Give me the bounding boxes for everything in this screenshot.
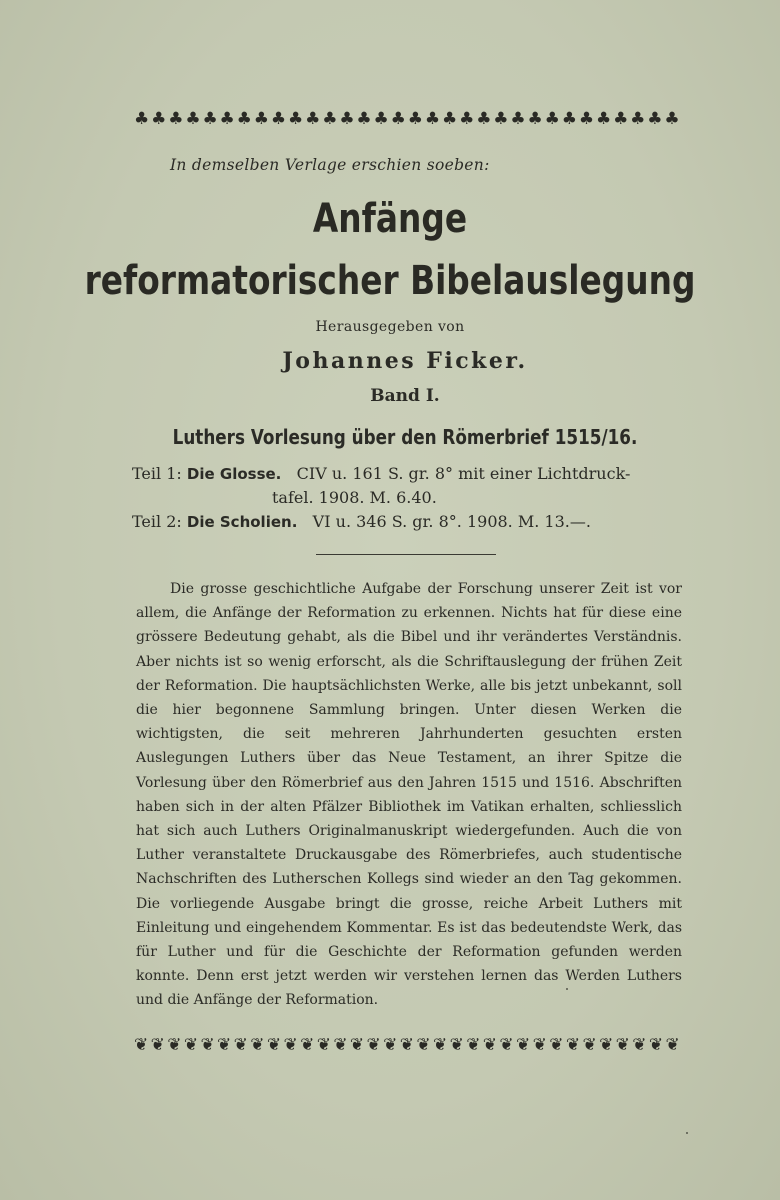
ornament-glyph-icon: ❦: [217, 1035, 232, 1055]
ornament-glyph-icon: ♣: [151, 109, 167, 129]
ornament-glyph-icon: ❦: [648, 1035, 664, 1055]
ornament-glyph-icon: ♣: [476, 109, 492, 129]
ornament-glyph-icon: ♣: [373, 109, 389, 129]
ornament-glyph-icon: ❦: [349, 1035, 365, 1055]
ornament-glyph-icon: ❦: [183, 1035, 199, 1055]
ornament-glyph-icon: ❦: [449, 1035, 464, 1055]
ornament-glyph-icon: ♣: [185, 109, 201, 129]
part-2-prefix: Teil 2:: [132, 512, 182, 531]
ornament-glyph-icon: ♣: [202, 109, 218, 129]
ornament-glyph-icon: ♣: [595, 109, 612, 129]
ornament-glyph-icon: ❦: [366, 1035, 381, 1055]
ornament-glyph-icon: ❦: [250, 1035, 265, 1055]
ornament-glyph-icon: ♣: [305, 109, 321, 129]
volume-label: Band I.: [370, 386, 440, 406]
part-1-name: Die Glosse.: [186, 465, 282, 483]
ornament-glyph-icon: ♣: [630, 109, 646, 129]
ornament-glyph-icon: ♣: [441, 109, 458, 129]
ornament-glyph-icon: ❦: [549, 1035, 564, 1055]
ornament-glyph-icon: ❦: [532, 1035, 547, 1055]
ornament-glyph-icon: ❦: [399, 1035, 414, 1055]
ornament-glyph-icon: ♣: [236, 109, 252, 129]
ornament-glyph-icon: ❦: [150, 1035, 165, 1055]
ornament-glyph-icon: ❦: [134, 1035, 149, 1055]
part-1-entry: [132, 462, 692, 510]
paper-speck: [566, 988, 568, 990]
part-1-prefix: Teil 1:: [132, 464, 182, 483]
description-text: Die grosse geschichtliche Aufgabe der Forschung unserer Zeit ist vor allem, die Anfänge der Reformation zu erkennen. Nichts hat für diese eine grössere Bedeutung gehabt, als die Bibel und ihr verändertes Verständnis. Aber nichts ist so wenig erforscht, als die Schriftauslegung der frühen Zeit der Reformation. Die hauptsächlichsten Werke, alle bis jetzt unbekannt, soll die hier begonnene Sammlung bringen. Unter diesen Werken die wichtigsten, die seit mehreren Jahrhunderten gesuchten ersten Auslegungen Luthers über das Neue Testament, an ihrer Spitze die Vorlesung über den Römerbrief aus den Jahren 1515 und 1516. Abschriften haben sich in der alten Pfälzer Bibliothek im Vatikan erhalten, schliesslich hat sich auch Luthers Originalmanuskript wiedergefunden. Auch die von Luther veranstaltete Druckausgabe des Römerbriefes, auch studentische Nachschriften des Lutherschen Kollegs sind wieder an den Tag gekommen. Die vorliegende Ausgabe bringt die grosse, reiche Arbeit Luthers mit Einleitung und eingehendem Kommentar. Es ist das bedeutendste Werk, das für Luther und für die Geschichte der Reformation gefunden werden konnte. Denn erst jetzt werden wir verstehen lernen das Werden Luthers und die Anfänge der Reformation.: [136, 581, 682, 1009]
ornament-glyph-icon: ♣: [356, 109, 372, 129]
ornament-glyph-icon: ❦: [432, 1035, 448, 1055]
ornament-glyph-icon: ♣: [459, 109, 475, 129]
ornament-glyph-icon: ♣: [134, 109, 150, 129]
ornament-glyph-icon: ♣: [544, 109, 560, 129]
book-title-line-1: Anfänge: [312, 196, 468, 242]
ornament-glyph-icon: ❦: [516, 1035, 531, 1055]
ornament-glyph-icon: ♣: [424, 109, 441, 129]
ornament-glyph-icon: ♣: [253, 109, 270, 129]
ornament-glyph-icon: ❦: [383, 1035, 398, 1055]
ornament-glyph-icon: ❦: [333, 1035, 348, 1055]
ornament-glyph-icon: ❦: [599, 1035, 614, 1055]
description-paragraph: [136, 577, 682, 1013]
ornament-glyph-icon: ♣: [578, 109, 595, 129]
ornament-glyph-icon: ❦: [565, 1035, 581, 1055]
ornament-glyph-icon: ❦: [665, 1035, 680, 1055]
part-1-details-continued: tafel. 1908. M. 6.40.: [272, 488, 437, 507]
editor-label: Herausgegeben von: [315, 319, 465, 335]
ornament-glyph-icon: ♣: [287, 109, 304, 129]
paper-speck: [686, 1132, 688, 1134]
part-2-name: Die Scholien.: [186, 513, 298, 531]
editor-name: Johannes Ficker.: [282, 348, 528, 374]
ornament-glyph-icon: ❦: [300, 1035, 315, 1055]
ornament-glyph-icon: ♣: [613, 109, 629, 129]
ornament-glyph-icon: ❦: [466, 1035, 481, 1055]
ornament-glyph-icon: ❦: [316, 1035, 331, 1055]
ornament-glyph-icon: ♣: [168, 109, 184, 129]
ornament-glyph-icon: ♣: [493, 109, 509, 129]
ornament-glyph-icon: ❦: [266, 1035, 282, 1055]
ornament-glyph-icon: ♣: [510, 109, 526, 129]
ornament-glyph-icon: ❦: [416, 1035, 431, 1055]
part-2-details: VI u. 346 S. gr. 8°. 1908. M. 13.—.: [312, 512, 591, 531]
publisher-intro: In demselben Verlage erschien soeben:: [170, 156, 490, 174]
part-1-details: CIV u. 161 S. gr. 8° mit einer Lichtdruck-: [296, 464, 631, 483]
ornament-glyph-icon: ♣: [664, 109, 680, 129]
ornament-glyph-icon: ♣: [561, 109, 577, 129]
ornament-glyph-icon: ♣: [270, 109, 287, 129]
top-ornament-border: [134, 108, 680, 130]
ornament-glyph-icon: ♣: [339, 109, 355, 129]
ornament-glyph-icon: ❦: [615, 1035, 630, 1055]
divider-rule: [316, 554, 496, 555]
ornament-glyph-icon: ❦: [283, 1035, 298, 1055]
ornament-glyph-icon: ❦: [499, 1035, 514, 1055]
ornament-glyph-icon: ❦: [200, 1035, 215, 1055]
ornament-glyph-icon: ♣: [390, 109, 406, 129]
ornament-glyph-icon: ♣: [407, 109, 423, 129]
ornament-glyph-icon: ❦: [167, 1035, 182, 1055]
bottom-ornament-border: [134, 1034, 680, 1056]
ornament-glyph-icon: ♣: [322, 109, 338, 129]
ornament-glyph-icon: ❦: [582, 1035, 597, 1055]
ornament-glyph-icon: ♣: [647, 109, 663, 129]
volume-subject: Luthers Vorlesung über den Römerbrief 1515/16.: [172, 425, 638, 449]
ornament-glyph-icon: ❦: [482, 1035, 498, 1055]
ornament-glyph-icon: ❦: [233, 1035, 248, 1055]
ornament-glyph-icon: ❦: [632, 1035, 647, 1055]
book-title-line-2: reformatorischer Bibelauslegung: [84, 258, 696, 304]
ornament-glyph-icon: ♣: [219, 109, 235, 129]
ornament-glyph-icon: ♣: [527, 109, 543, 129]
part-2-entry: [132, 510, 692, 534]
